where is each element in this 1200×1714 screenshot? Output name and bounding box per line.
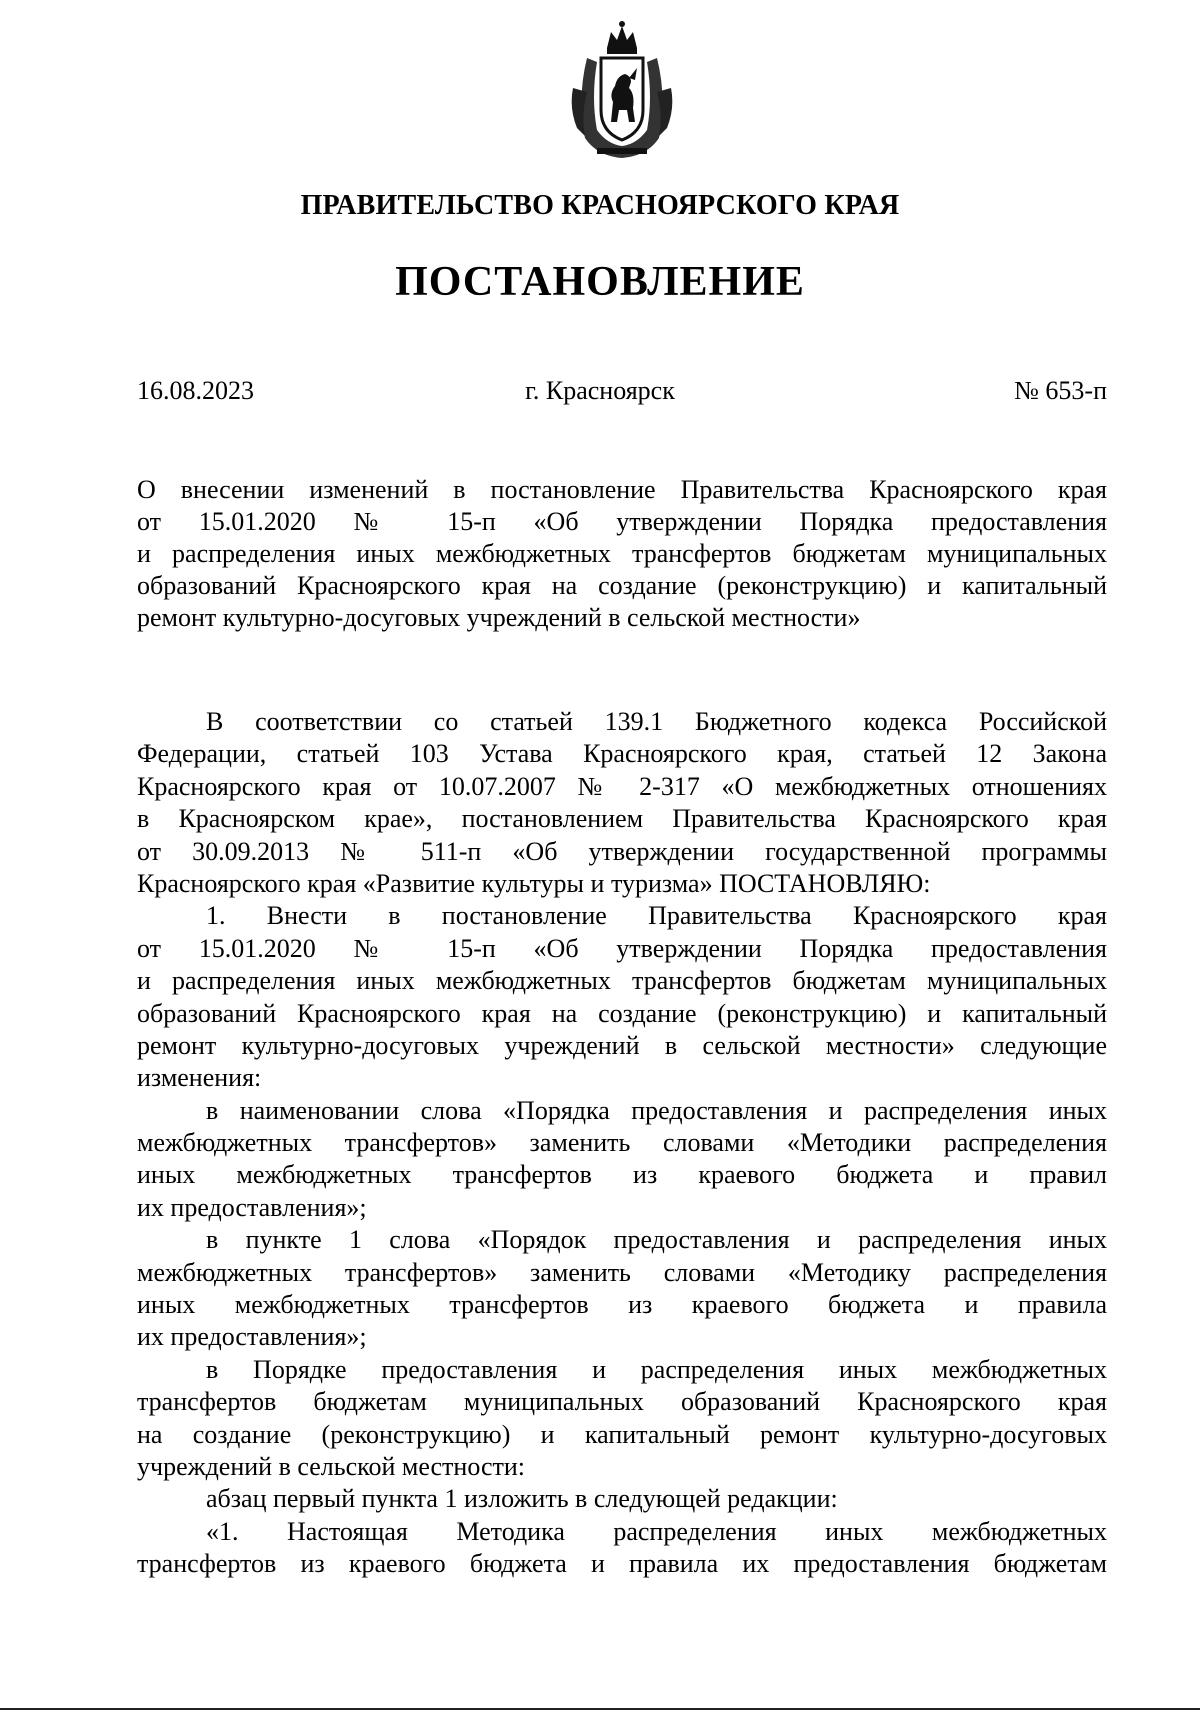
body-line: в пункте 1 слова «Порядок предоставления и распределения иных bbox=[206, 1225, 1107, 1255]
body-line: межбюджетных трансфертов» заменить словами «Методику распределения bbox=[137, 1257, 1107, 1287]
body-line: «1. Настоящая Методика распределения иных межбюджетных bbox=[206, 1516, 1107, 1546]
body-line: от 30.09.2013 № 511-п «Об утверждении государственной программы bbox=[137, 836, 1107, 866]
document-body bbox=[137, 706, 1107, 1581]
body-line: трансфертов из краевого бюджета и правила их предоставления бюджетам bbox=[137, 1549, 1107, 1579]
coat-of-arms-emblem bbox=[567, 18, 677, 163]
subject-line: О внесении изменений в постановление Правительства Красноярского края bbox=[137, 475, 1107, 504]
subject-line: и распределения иных межбюджетных трансфертов бюджетам муниципальных bbox=[137, 539, 1107, 568]
subject-line: образований Красноярского края на создание (реконструкцию) и капитальный bbox=[137, 571, 1107, 600]
body-line: абзац первый пункта 1 изложить в следующей редакции: bbox=[206, 1484, 838, 1514]
document-subject bbox=[137, 474, 1107, 634]
government-name: ПРАВИТЕЛЬСТВО КРАСНОЯРСКОГО КРАЯ bbox=[300, 190, 900, 221]
body-line: их предоставления»; bbox=[137, 1192, 367, 1222]
body-line: межбюджетных трансфертов» заменить словами «Методики распределения bbox=[137, 1128, 1107, 1158]
body-line: и распределения иных межбюджетных трансфертов бюджетам муниципальных bbox=[137, 966, 1107, 996]
body-line: образований Красноярского края на создание (реконструкцию) и капитальный bbox=[137, 998, 1107, 1028]
body-line: Красноярского края «Развитие культуры и туризма» ПОСТАНОВЛЯЮ: bbox=[137, 868, 931, 898]
body-line: от 15.01.2020 № 15-п «Об утверждении Порядка предоставления bbox=[137, 933, 1107, 963]
body-line: в Порядке предоставления и распределения иных межбюджетных bbox=[206, 1354, 1107, 1384]
body-line: В соответствии со статьей 139.1 Бюджетного кодекса Российской bbox=[206, 707, 1107, 736]
scan-bottom-edge bbox=[0, 1708, 1200, 1710]
document-date: 16.08.2023 bbox=[137, 376, 254, 405]
subject-line: от 15.01.2020 № 15-п «Об утверждении Порядка предоставления bbox=[137, 507, 1107, 536]
body-line: иных межбюджетных трансфертов из краевого бюджета и правила bbox=[137, 1290, 1107, 1320]
body-line: в наименовании слова «Порядка предоставления и распределения иных bbox=[206, 1095, 1107, 1125]
subject-line: ремонт культурно-досуговых учреждений в сельской местности» bbox=[137, 603, 861, 632]
document-city: г. Красноярск bbox=[525, 376, 675, 405]
document-type-title: ПОСТАНОВЛЕНИЕ bbox=[395, 259, 805, 305]
body-line: ремонт культурно-досуговых учреждений в сельской местности» следующие bbox=[137, 1030, 1107, 1060]
body-line: 1. Внести в постановление Правительства Красноярского края bbox=[206, 901, 1107, 931]
body-line: Красноярского края от 10.07.2007 № 2-317 «О межбюджетных отношениях bbox=[137, 771, 1107, 801]
body-line: учреждений в сельской местности: bbox=[137, 1451, 526, 1481]
body-line: в Красноярском крае», постановлением Правительства Красноярского края bbox=[137, 804, 1107, 834]
body-line: иных межбюджетных трансфертов из краевого бюджета и правил bbox=[137, 1160, 1107, 1190]
body-line: изменения: bbox=[137, 1063, 262, 1093]
body-line: на создание (реконструкцию) и капитальный ремонт культурно-досуговых bbox=[137, 1419, 1107, 1449]
body-line: Федерации, статьей 103 Устава Красноярского края, статьей 12 Закона bbox=[137, 739, 1107, 769]
document-number: № 653-п bbox=[1014, 376, 1107, 405]
body-line: их предоставления»; bbox=[137, 1322, 367, 1352]
body-line: трансфертов бюджетам муниципальных образований Красноярского края bbox=[137, 1387, 1107, 1417]
